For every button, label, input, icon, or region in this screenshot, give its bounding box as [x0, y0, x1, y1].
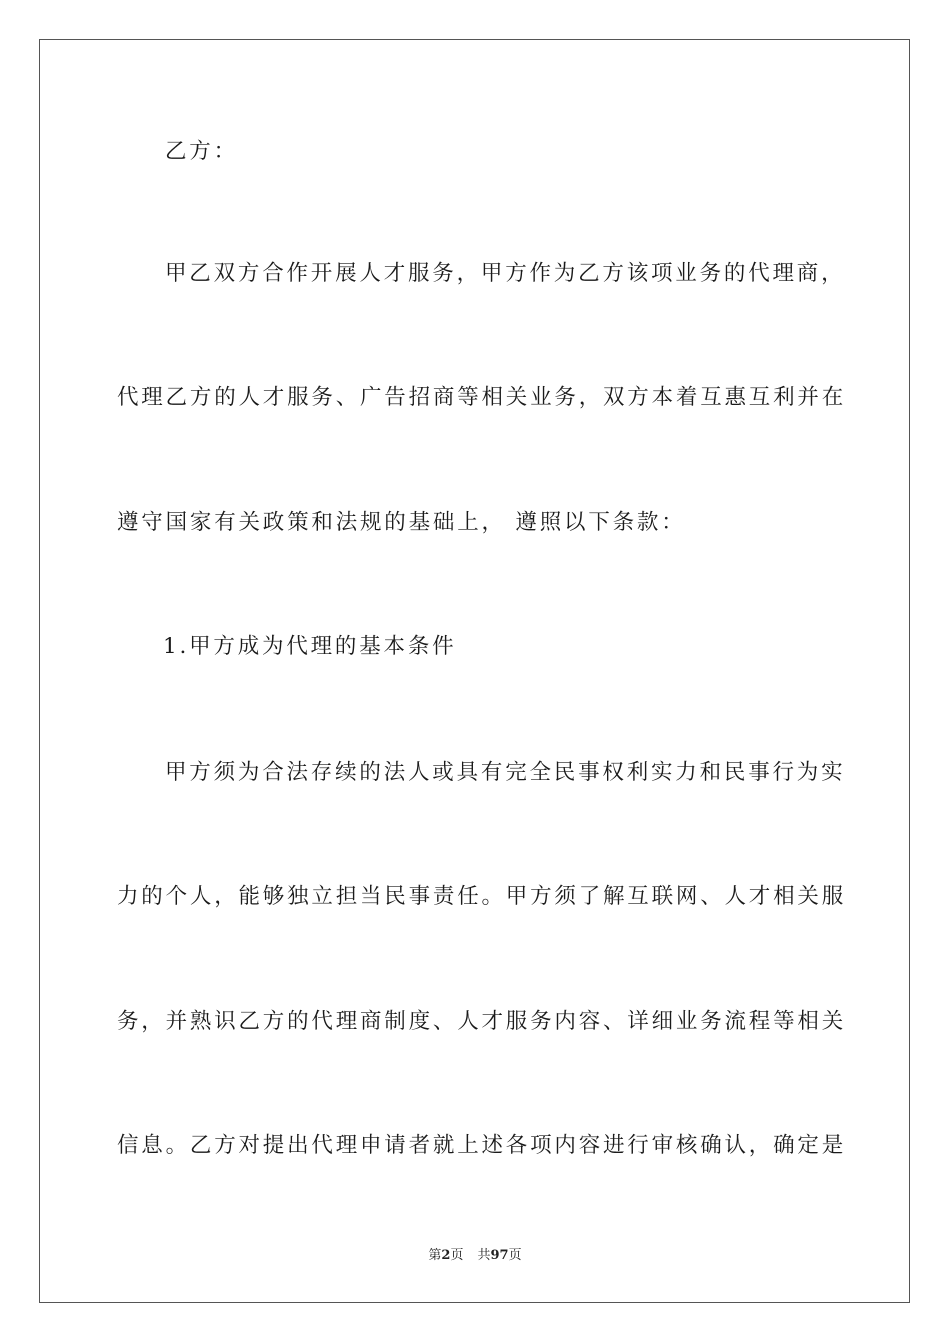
paragraph-line: 力的个人，能够独立担当民事责任。甲方须了解互联网、人才相关服 [117, 884, 847, 909]
paragraph-line: 务，并熟识乙方的代理商制度、人才服务内容、详细业务流程等相关 [117, 1009, 847, 1034]
page-prefix: 第 [428, 1248, 442, 1263]
total-suffix: 页 [508, 1248, 522, 1263]
paragraph-line: 代理乙方的人才服务、广告招商等相关业务，双方本着互惠互利并在 [117, 385, 847, 410]
page-suffix: 页 [450, 1248, 464, 1263]
total-prefix: 共 [477, 1248, 491, 1263]
page-border [39, 39, 910, 1303]
page-footer [0, 1247, 950, 1265]
paragraph-line: 信息。乙方对提出代理申请者就上述各项内容进行审核确认，确定是 [117, 1133, 847, 1158]
party-b-label: 乙方： [165, 139, 238, 164]
paragraph-line: 遵守国家有关政策和法规的基础上， 遵照以下条款： [117, 510, 686, 535]
section-heading: 1.甲方成为代理的基本条件 [163, 634, 457, 659]
page-number: 2 [441, 1248, 451, 1263]
paragraph-line: 甲方须为合法存续的法人或具有完全民事权利实力和民事行为实 [165, 760, 846, 785]
total-pages: 97 [490, 1248, 509, 1263]
paragraph-line: 甲乙双方合作开展人才服务，甲方作为乙方该项业务的代理商， [165, 261, 846, 286]
